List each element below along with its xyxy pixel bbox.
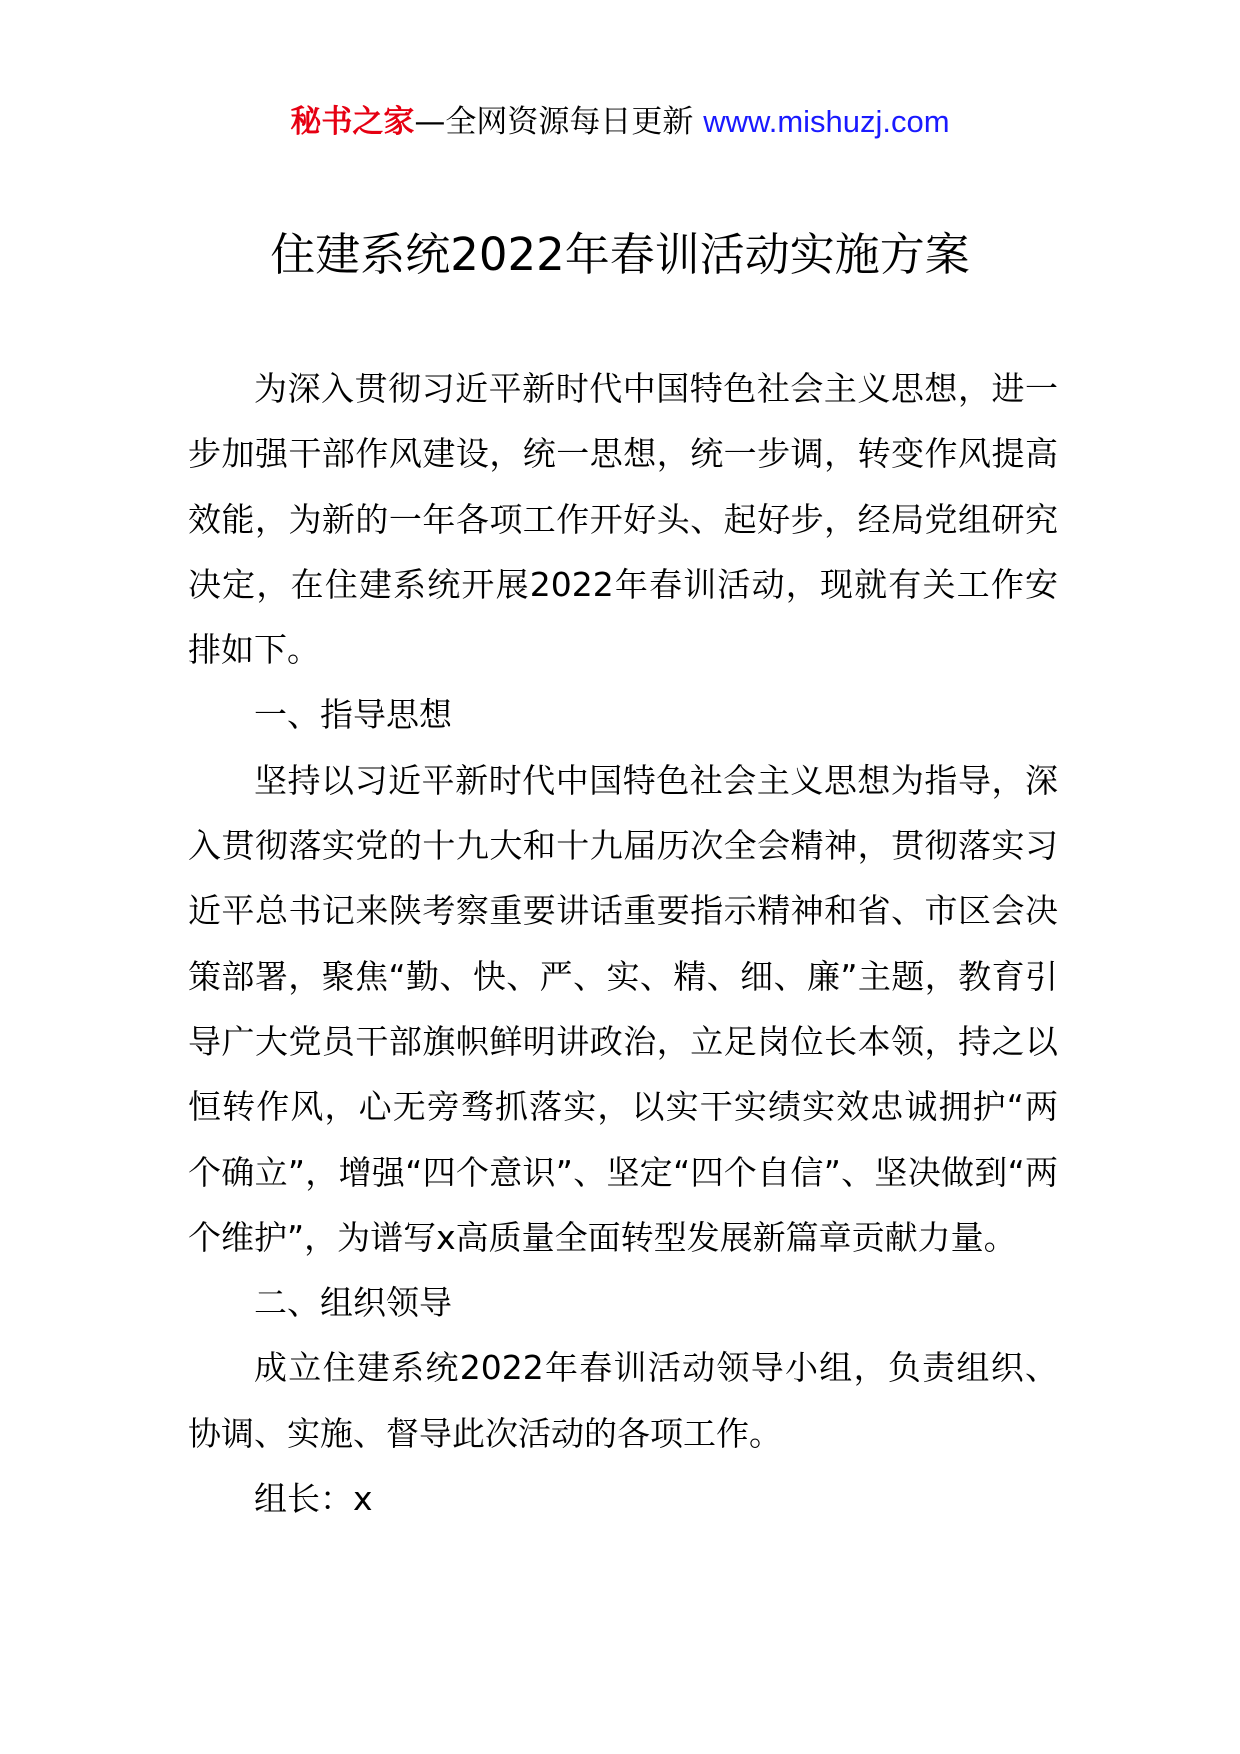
section-heading-organization: 二、组织领导: [254, 1283, 452, 1323]
section-heading-guiding-ideology: 一、指导思想: [254, 695, 452, 735]
site-url-link[interactable]: www.mishuzj.com: [703, 104, 950, 139]
document-body: [188, 356, 1058, 1531]
site-header: [0, 100, 1240, 144]
brand-name: 秘书之家: [290, 104, 415, 140]
organization-paragraph: 成立住建系统2022年春训活动领导小组，负责组织、协调、实施、督导此次活动的各项工作。: [188, 1348, 1058, 1453]
document-title: 住建系统2022年春训活动实施方案: [270, 228, 970, 281]
group-leader-line: 组长：x: [254, 1479, 373, 1519]
guiding-ideology-paragraph: 坚持以习近平新时代中国特色社会主义思想为指导，深入贯彻落实党的十九大和十九届历次全会精神，贯彻落实习近平总书记来陕考察重要讲话重要指示精神和省、市区会决策部署，聚焦“勤、快、严、实、精、细、廉”主题，教育引导广大党员干部旗帜鲜明讲政治，立足岗位长本领，持之以恒转作风，心无旁骛抓落实，以实干实绩实效忠诚拥护“两个确立”，增强“四个意识”、坚定“四个自信”、坚决做到“两个维护”，为谱写x高质量全面转型发展新篇章贡献力量。: [188, 760, 1058, 1257]
intro-paragraph: 为深入贯彻习近平新时代中国特色社会主义思想，进一步加强干部作风建设，统一思想，统一步调，转变作风提高效能，为新的一年各项工作开好头、起好步，经局党组研究决定，在住建系统开展2022年春训活动，现就有关工作安排如下。: [188, 369, 1058, 670]
site-tagline: —全网资源每日更新: [414, 104, 704, 140]
